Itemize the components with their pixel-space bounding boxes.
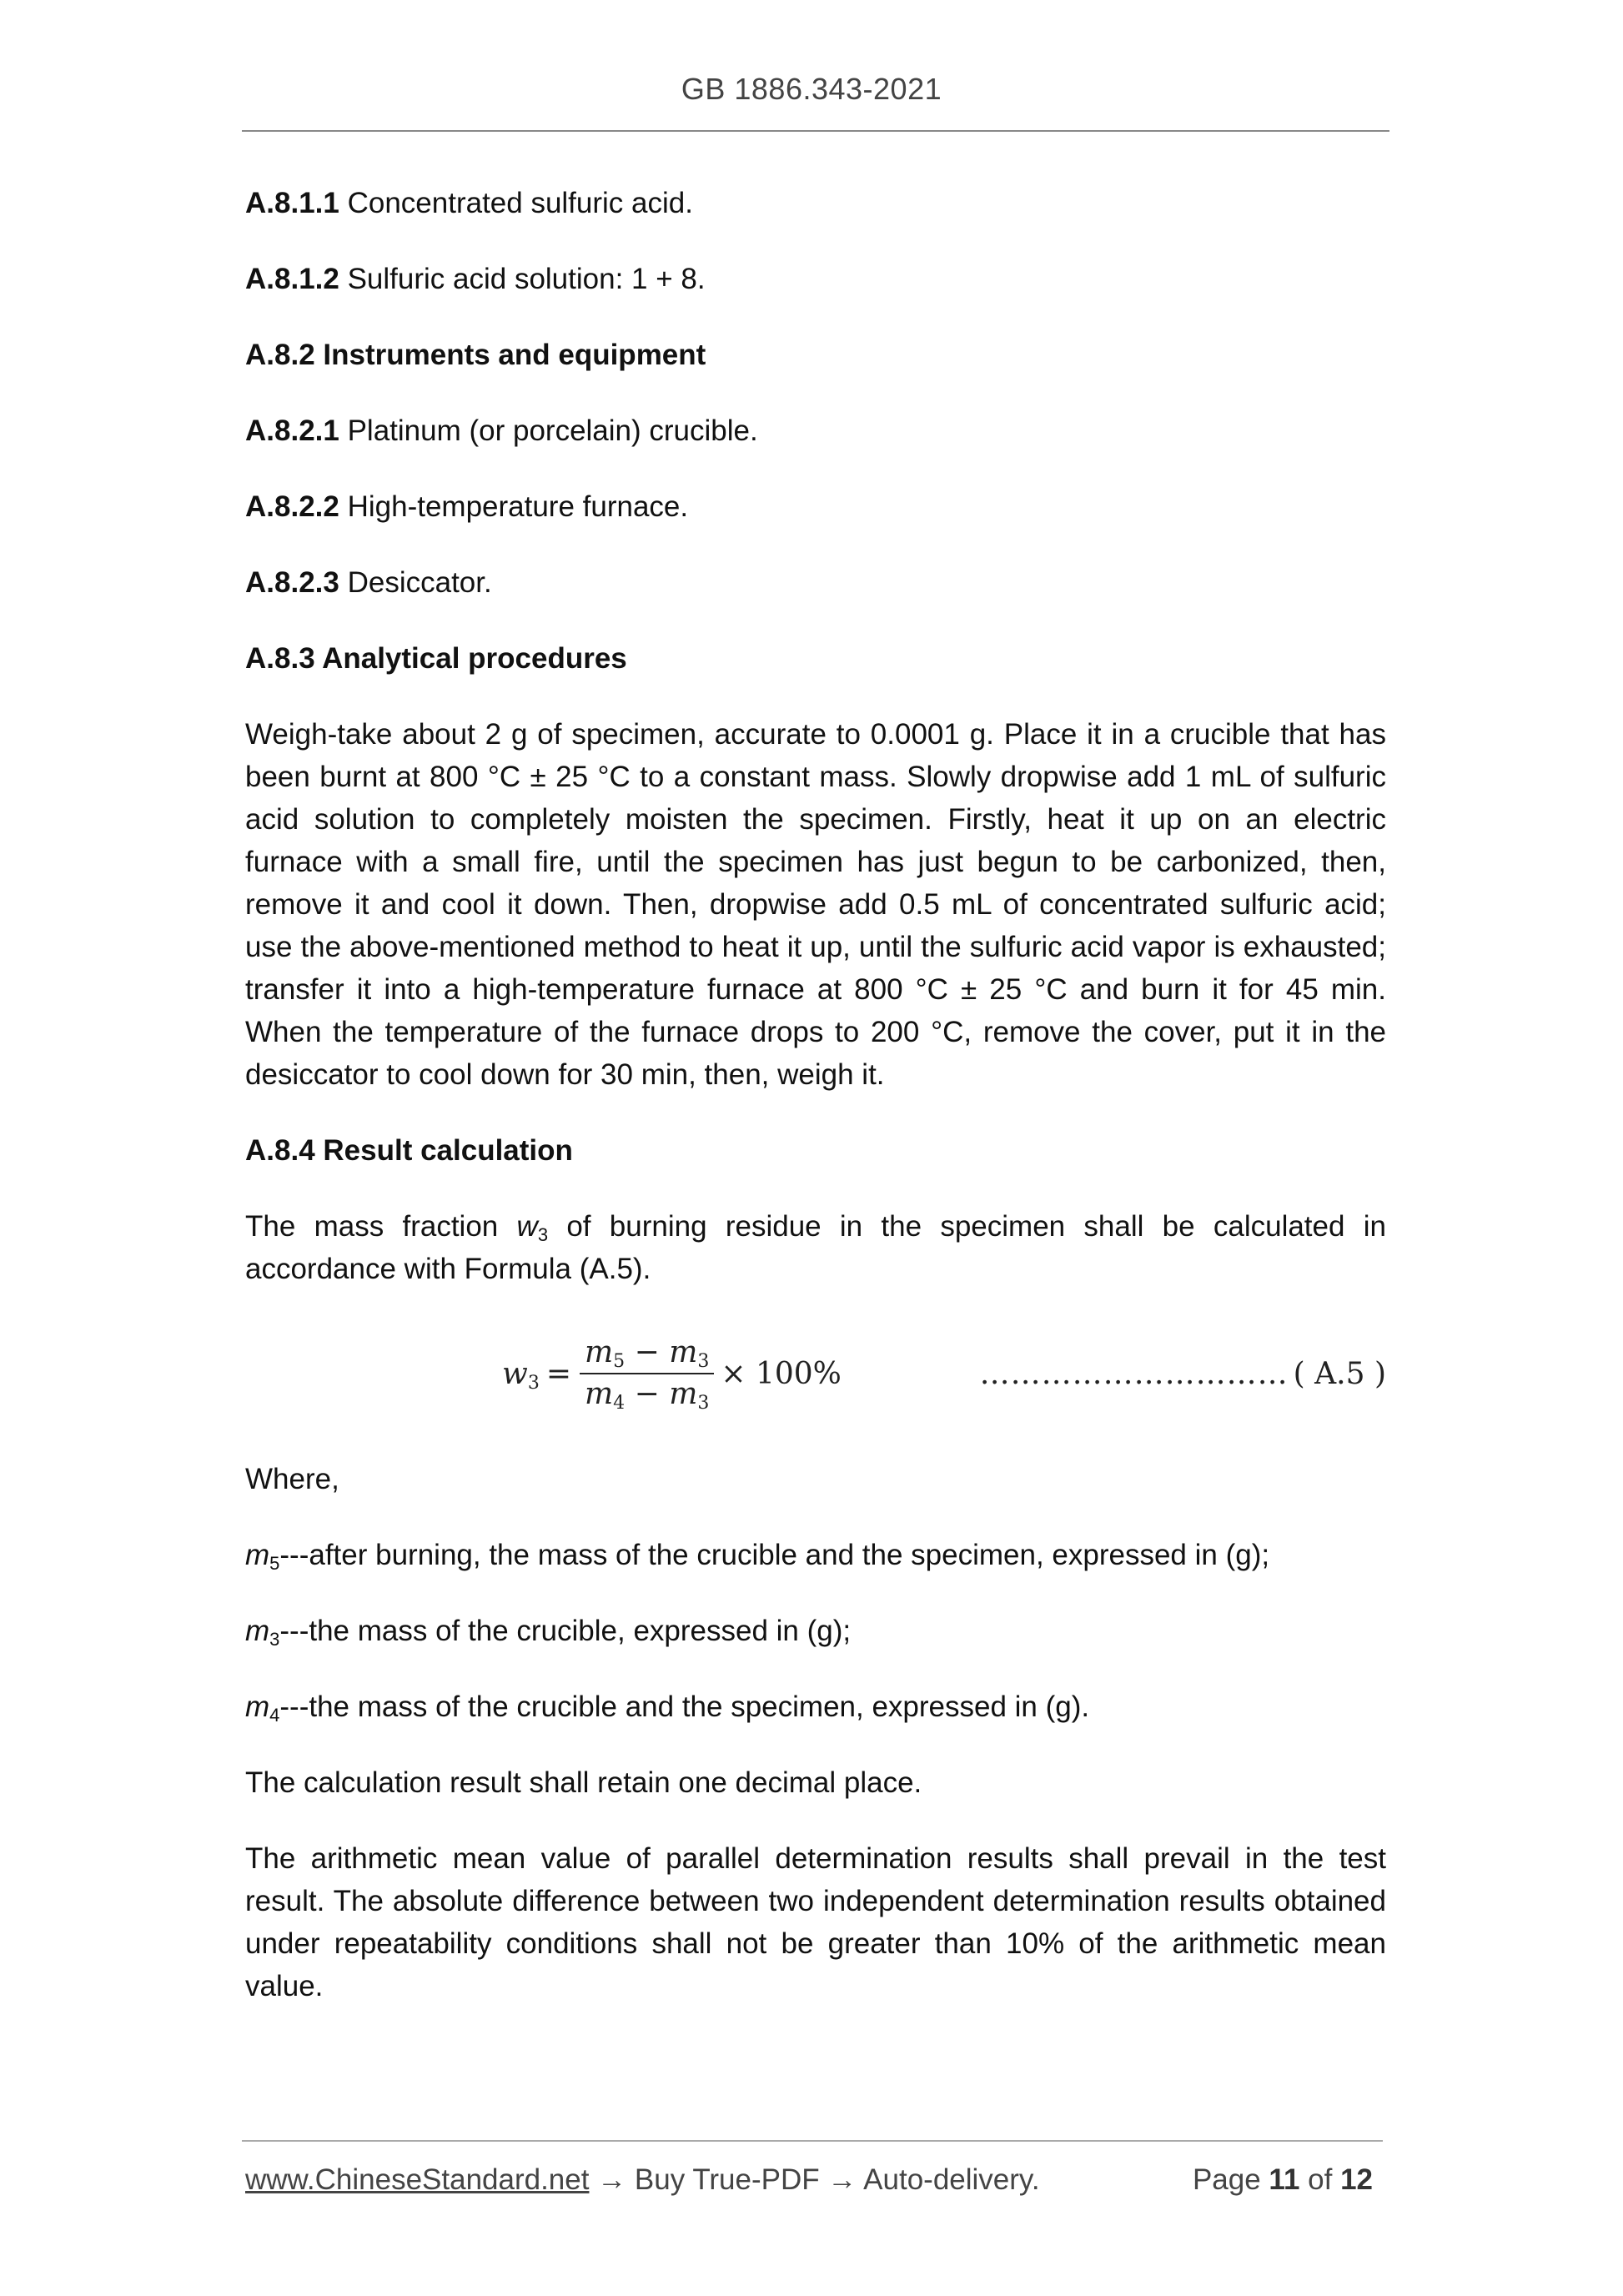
footer-divider [242, 2140, 1383, 2142]
website-link[interactable]: www.ChineseStandard.net [245, 2163, 590, 2196]
where-item-m4 [245, 1686, 1386, 1728]
variable-definition: ---the mass of the crucible and the specimen, expressed in (g). [279, 1691, 1090, 1723]
mean-value-note: The arithmetic mean value of parallel determination results shall prevail in the test result. The absolute difference between two independent determination results obtained under repeatability conditions shall not be greater than 10% of the arithmetic mean value. [245, 1842, 1386, 2002]
clause-number: A.8.2.2 [245, 490, 339, 523]
clause-text: Concentrated sulfuric acid. [339, 187, 693, 219]
current-page: 11 [1269, 2163, 1300, 2196]
numerator-operator: − [625, 1335, 670, 1369]
footer-tagline: → Buy True-PDF → Auto-delivery. [589, 2163, 1040, 2196]
clause-number: A.8.1.1 [245, 187, 339, 219]
header-divider [242, 130, 1389, 132]
decimal-note: The calculation result shall retain one decimal place. [245, 1766, 922, 1799]
formula-expression [502, 1323, 842, 1424]
footer-promo [245, 2163, 1040, 2197]
clause-text: Platinum (or porcelain) crucible. [339, 414, 758, 447]
numerator-term-a: m [585, 1335, 614, 1369]
formula-lhs [502, 1353, 540, 1395]
clause-number: A.8.2.1 [245, 414, 339, 447]
variable-definition: ---the mass of the crucible, expressed in (g); [279, 1615, 852, 1647]
fraction-numerator [580, 1333, 714, 1373]
denominator-term-a: m [585, 1377, 614, 1411]
variable-name: m [245, 1691, 270, 1723]
denominator-term-b: m [669, 1377, 698, 1411]
fraction-denominator [580, 1374, 714, 1414]
intro-text-after: of burning residue in the specimen shall be calculated in accordance with Formula (A.5). [245, 1210, 1386, 1285]
formula-leader-dots: ………………………… [979, 1356, 1289, 1391]
standard-number: GB 1886.343-2021 [681, 72, 942, 106]
where-item-m3 [245, 1610, 1386, 1652]
variable-name: m [245, 1615, 270, 1647]
formula-multiplier: × 100% [721, 1356, 842, 1391]
clause-a8-2-2 [245, 485, 1386, 528]
variable-subscript: 5 [269, 1553, 280, 1574]
clause-a8-2-1 [245, 409, 1386, 452]
clause-a8-1-1 [245, 182, 1386, 224]
clause-text: Desiccator. [339, 566, 492, 599]
denominator-sub-a: 4 [613, 1393, 626, 1414]
calculation-intro [245, 1205, 1386, 1290]
page-word: Page [1192, 2163, 1269, 2196]
lhs-variable: w [502, 1356, 528, 1391]
of-word: of [1299, 2163, 1341, 2196]
clause-a8-1-2 [245, 258, 1386, 300]
page-header [0, 72, 1623, 107]
where-label: Where, [245, 1463, 339, 1495]
page-indicator [1193, 2163, 1373, 2197]
intro-variable-subscript: 3 [537, 1224, 549, 1245]
formula-label [980, 1323, 1386, 1424]
intro-text-before: The mass fraction [245, 1210, 517, 1243]
numerator-term-b: m [669, 1335, 698, 1369]
variable-subscript: 4 [269, 1705, 280, 1726]
heading-result-calculation: A.8.4 Result calculation [245, 1134, 573, 1167]
formula-fraction [580, 1333, 714, 1414]
procedure-paragraph: Weigh-take about 2 g of specimen, accurate to 0.0001 g. Place it in a crucible that has been burnt at 800 °C ± 25 °C to a constant mass. Slowly dropwise add 1 mL of sulfuric acid solution to completely moisten the specimen. Firstly, heat it up on an electric furnace with a small fire, until the specimen has just begun to be carbonized, then, remove it and cool it down. Then, dropwise add 0.5 mL of concentrated sulfuric acid; use the above-mentioned method to heat it up, until the sulfuric acid vapor is exhausted; transfer it into a high-temperature furnace at 800 °C ± 25 °C and burn it for 45 min. When the temperature of the furnace drops to 200 °C, remove the cover, put it in the desiccator to cool down for 30 min, then, weigh it. [245, 718, 1386, 1091]
page-footer [245, 2163, 1386, 2205]
document-body [245, 182, 1386, 2041]
denominator-operator: − [625, 1377, 670, 1411]
variable-subscript: 3 [269, 1629, 280, 1650]
formula-number: ( A.5 ) [1293, 1356, 1386, 1391]
lhs-subscript: 3 [527, 1372, 540, 1394]
formula-a5 [245, 1323, 1386, 1424]
numerator-sub-a: 5 [613, 1351, 626, 1372]
clause-text: Sulfuric acid solution: 1 + 8. [339, 263, 706, 295]
denominator-sub-b: 3 [697, 1393, 710, 1414]
numerator-sub-b: 3 [697, 1351, 710, 1372]
clause-a8-2-3 [245, 561, 1386, 604]
variable-name: m [245, 1539, 270, 1571]
clause-number: A.8.1.2 [245, 263, 339, 295]
clause-text: High-temperature furnace. [339, 490, 689, 523]
intro-variable: w [516, 1210, 538, 1243]
variable-definition: ---after burning, the mass of the crucible and the specimen, expressed in (g); [279, 1539, 1270, 1571]
heading-analytical-procedures: A.8.3 Analytical procedures [245, 642, 627, 675]
heading-instruments: A.8.2 Instruments and equipment [245, 339, 706, 371]
clause-number: A.8.2.3 [245, 566, 339, 599]
formula-equals: = [545, 1356, 571, 1391]
total-pages: 12 [1340, 2163, 1373, 2196]
where-item-m5 [245, 1534, 1386, 1576]
